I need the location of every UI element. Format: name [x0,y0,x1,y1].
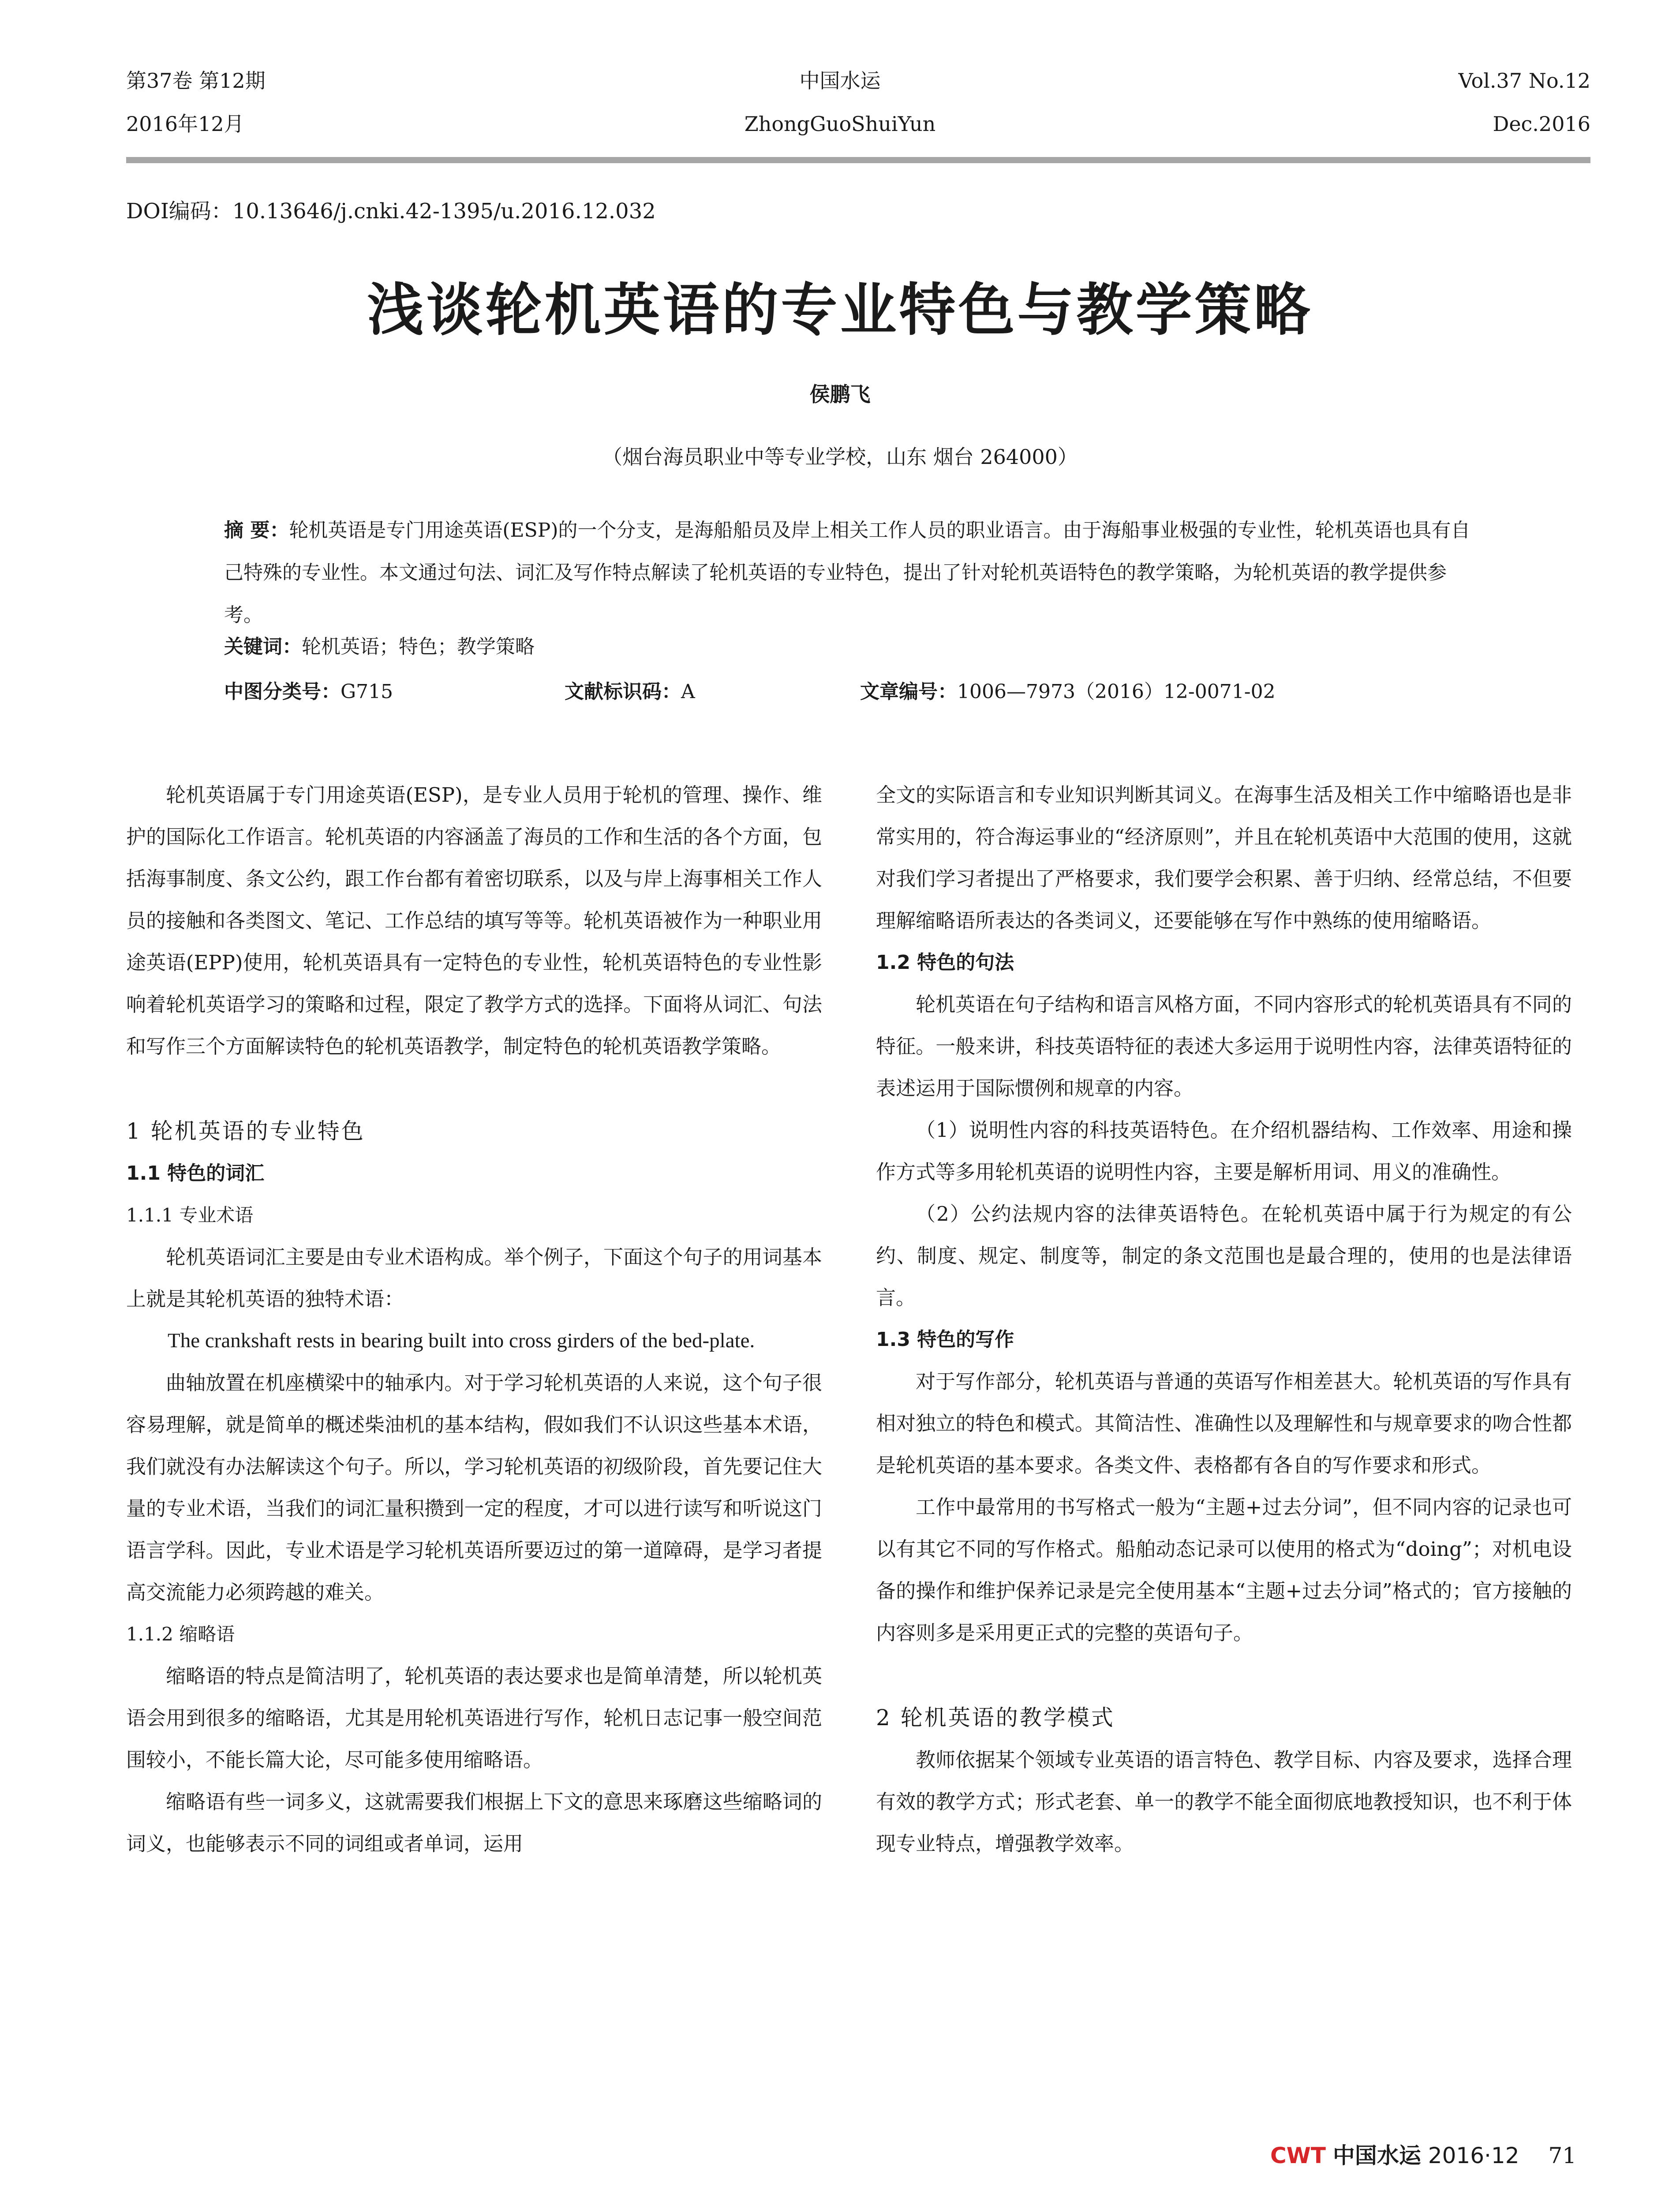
cwt-logo: CWT [1270,2143,1326,2168]
footer-journal-name: 中国水运 [1332,2142,1421,2168]
header-journal-pinyin: ZhongGuoShuiYun [744,112,936,136]
clc-value: G715 [340,680,393,703]
english-example-sentence: The crankshaft rests in bearing built into cross girders of the bed-plate. [168,1329,755,1352]
abstract-label: 摘 要： [224,519,289,542]
header-volume-en: Vol.37 No.12 [1458,69,1590,93]
paragraph: 缩略语的特点是简洁明了，轮机英语的表达要求也是简单清楚，所以轮机英语会用到很多的缩略语，尤其是用轮机英语进行写作，轮机日志记事一般空间范围较小，不能长篇大论，尽可能多使用缩略语。 [126,1664,822,1771]
paragraph: 工作中最常用的书写格式一般为“主题+过去分词”，但不同内容的记录也可以有其它不同的写作格式。船舶动态记录可以使用的格式为“doing”；对机电设备的操作和维护保养记录是完全使用基本“主题+过去分词”格式的；官方接触的内容则多是采用更正式的完整的英语句子。 [876,1495,1572,1644]
affiliation: （烟台海员职业中等专业学校，山东 烟台 264000） [602,445,1078,469]
page-number: 71 [1548,2143,1577,2168]
header-volume-issue: 第37卷 第12期 [126,69,266,93]
abstract-text: 轮机英语是专门用途英语(ESP)的一个分支，是海船船员及岸上相关工作人员的职业语言。由于海船事业极强的专业性，轮机英语也具有自己特殊的专业性。本文通过句法、词汇及写作特点解读了轮机英语的专业特色，提出了针对轮机英语特色的教学策略，为轮机英语的教学提供参考。 [224,519,1470,626]
header-rule [126,157,1590,163]
paragraph: 全文的实际语言和专业知识判断其词义。在海事生活及相关工作中缩略语也是非常实用的，符合海运事业的“经济原则”，并且在轮机英语中大范围的使用，这就对我们学习者提出了严格要求，我们要学会积累、善于归纳、经常总结，不但要理解缩略语所表达的各类词义，还要能够在写作中熟练的使用缩略语。 [876,783,1572,932]
spacer [876,1654,1572,1680]
header-date-en: Dec.2016 [1493,112,1590,136]
subsubsection-heading: 1.1.1 专业术语 [126,1204,254,1226]
subsection-heading: 1.1 特色的词汇 [126,1162,265,1185]
doc-code-value: A [681,680,695,703]
article-number [860,676,1276,704]
paragraph: 轮机英语在句子结构和语言风格方面，不同内容形式的轮机英语具有不同的特征。一般来讲，科技英语特征的表述大多运用于说明性内容，法律英语特征的表述运用于国际惯例和规章的内容。 [876,993,1572,1100]
page-footer [1270,2138,1576,2170]
abstract [224,509,1477,636]
clc-label: 中图分类号： [224,680,340,703]
keywords-label: 关键词： [224,635,302,658]
paragraph: 轮机英语属于专门用途英语(ESP)，是专业人员用于轮机的管理、操作、维护的国际化工作语言。轮机英语的内容涵盖了海员的工作和生活的各个方面，包括海事制度、条文公约，跟工作台都有着密切联系，以及与岸上海事相关工作人员的接触和各类图文、笔记、工作总结的填写等等。轮机英语被作为一种职业用途英语(EPP)使用，轮机英语具有一定特色的专业性，轮机英语特色的专业性影响着轮机英语学习的策略和过程，限定了教学方式的选择。下面将从词汇、句法和写作三个方面解读特色的轮机英语教学，制定特色的轮机英语教学策略。 [126,783,822,1058]
footer-date: 2016·12 [1428,2143,1519,2168]
body-right-column [876,774,1572,1865]
header-date-cn: 2016年12月 [126,112,244,136]
doi: DOI编码：10.13646/j.cnki.42-1395/u.2016.12.032 [126,199,656,224]
paragraph: 教师依据某个领域专业英语的语言特色、教学目标、内容及要求，选择合理有效的教学方式；形式老套、单一的教学不能全面彻底地教授知识，也不利于体现专业特点，增强教学效率。 [876,1748,1572,1855]
body-left-column [126,774,822,1865]
header-journal-cn: 中国水运 [799,69,881,93]
author: 侯鹏飞 [809,382,871,406]
paragraph: 曲轴放置在机座横梁中的轴承内。对于学习轮机英语的人来说，这个句子很容易理解，就是简单的概述柴油机的基本结构，假如我们不认识这些基本术语，我们就没有办法解读这个句子。所以，学习轮机英语的初级阶段，首先要记住大量的专业术语，当我们的词汇量积攒到一定的程度，才可以进行读写和听说这门语言学科。因此，专业术语是学习轮机英语所要迈过的第一道障碍，是学习者提高交流能力必须跨越的难关。 [126,1371,822,1604]
paragraph: 轮机英语词汇主要是由专业术语构成。举个例子，下面这个句子的用词基本上就是其轮机英语的独特术语： [126,1245,822,1311]
doc-code-label: 文献标识码： [565,680,681,703]
subsection-heading: 1.2 特色的句法 [876,951,1014,974]
clc-number [224,676,393,704]
document-code [565,676,695,704]
subsection-heading: 1.3 特色的写作 [876,1328,1014,1351]
article-number-label: 文章编号： [860,680,957,703]
keywords [224,631,535,659]
paragraph: （2）公约法规内容的法律英语特色。在轮机英语中属于行为规定的有公约、制度、规定、制度等，制定的条文范围也是最合理的，使用的也是法律语言。 [876,1202,1572,1309]
paragraph: 缩略语有些一词多义，这就需要我们根据上下文的意思来琢磨这些缩略词的词义，也能够表示不同的词组或者单词，运用 [126,1790,822,1855]
subsubsection-heading: 1.1.2 缩略语 [126,1623,235,1645]
section-heading: 2 轮机英语的教学模式 [876,1705,1115,1730]
paragraph: （1）说明性内容的科技英语特色。在介绍机器结构、工作效率、用途和操作方式等多用轮机英语的说明性内容，主要是解析用词、用义的准确性。 [876,1118,1572,1184]
paper-title: 浅谈轮机英语的专业特色与教学策略 [367,277,1313,343]
article-number-value: 1006—7973（2016）12-0071-02 [957,680,1276,703]
spacer [126,1067,822,1094]
section-heading: 1 轮机英语的专业特色 [126,1118,365,1144]
paragraph: 对于写作部分，轮机英语与普通的英语写作相差甚大。轮机英语的写作具有相对独立的特色和模式。其简洁性、准确性以及理解性和与规章要求的吻合性都是轮机英语的基本要求。各类文件、表格都有各自的写作要求和形式。 [876,1370,1572,1477]
keywords-text: 轮机英语；特色；教学策略 [302,635,535,658]
